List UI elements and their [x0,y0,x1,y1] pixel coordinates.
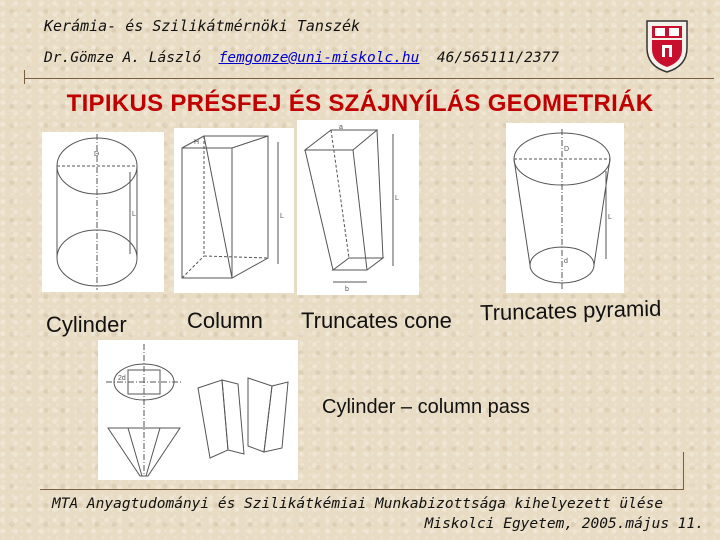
footer-location-date: Miskolci Egyetem, 2005.május 11. [424,516,704,532]
footer-rule-vertical [683,452,684,490]
svg-text:L: L [132,211,136,218]
contact-line [44,50,559,66]
university-crest-logo [644,18,690,74]
svg-text:L: L [280,213,284,220]
column-drawing [174,128,294,293]
svg-text:H: H [194,139,200,146]
phone-number: 46/565111/2377 [436,50,560,66]
svg-text:L: L [395,195,399,202]
svg-text:L: L [608,214,612,221]
footer-meeting-text: MTA Anyagtudományi és Szilikátkémiai Munkabizottsága kihelyezett ülése [52,496,664,512]
svg-text:D: D [564,146,570,153]
truncated-pyramid-label: Truncates pyramid [479,295,662,326]
email-link[interactable]: femgomze@uni-miskolc.hu [218,50,420,66]
cylinder-column-pass-drawing [98,340,298,480]
cylinder-label: Cylinder [46,312,127,337]
header-rule-horizontal [24,78,714,79]
cylinder-column-pass-label: Cylinder – column pass [322,396,530,418]
svg-text:b: b [345,286,349,293]
footer-rule-horizontal [40,489,684,490]
cylinder-drawing [42,132,164,292]
header-rule-vertical [24,70,25,84]
truncated-pyramid-drawing [297,120,419,295]
slide-title: TIPIKUS PRÉSFEJ ÉS SZÁJNYÍLÁS GEOMETRIÁK [66,90,654,117]
truncated-cone-label: Truncates cone [301,308,452,333]
truncated-cone-drawing [506,123,624,293]
column-label: Column [187,308,263,333]
author-name: Dr.Gömze A. László [44,50,202,66]
svg-text:a: a [339,124,343,131]
department-name: Kerámia- és Szilikátmérnöki Tanszék [44,17,361,35]
svg-text:d: d [564,258,568,265]
svg-text:D: D [94,151,100,158]
svg-text:2d: 2d [118,375,126,382]
